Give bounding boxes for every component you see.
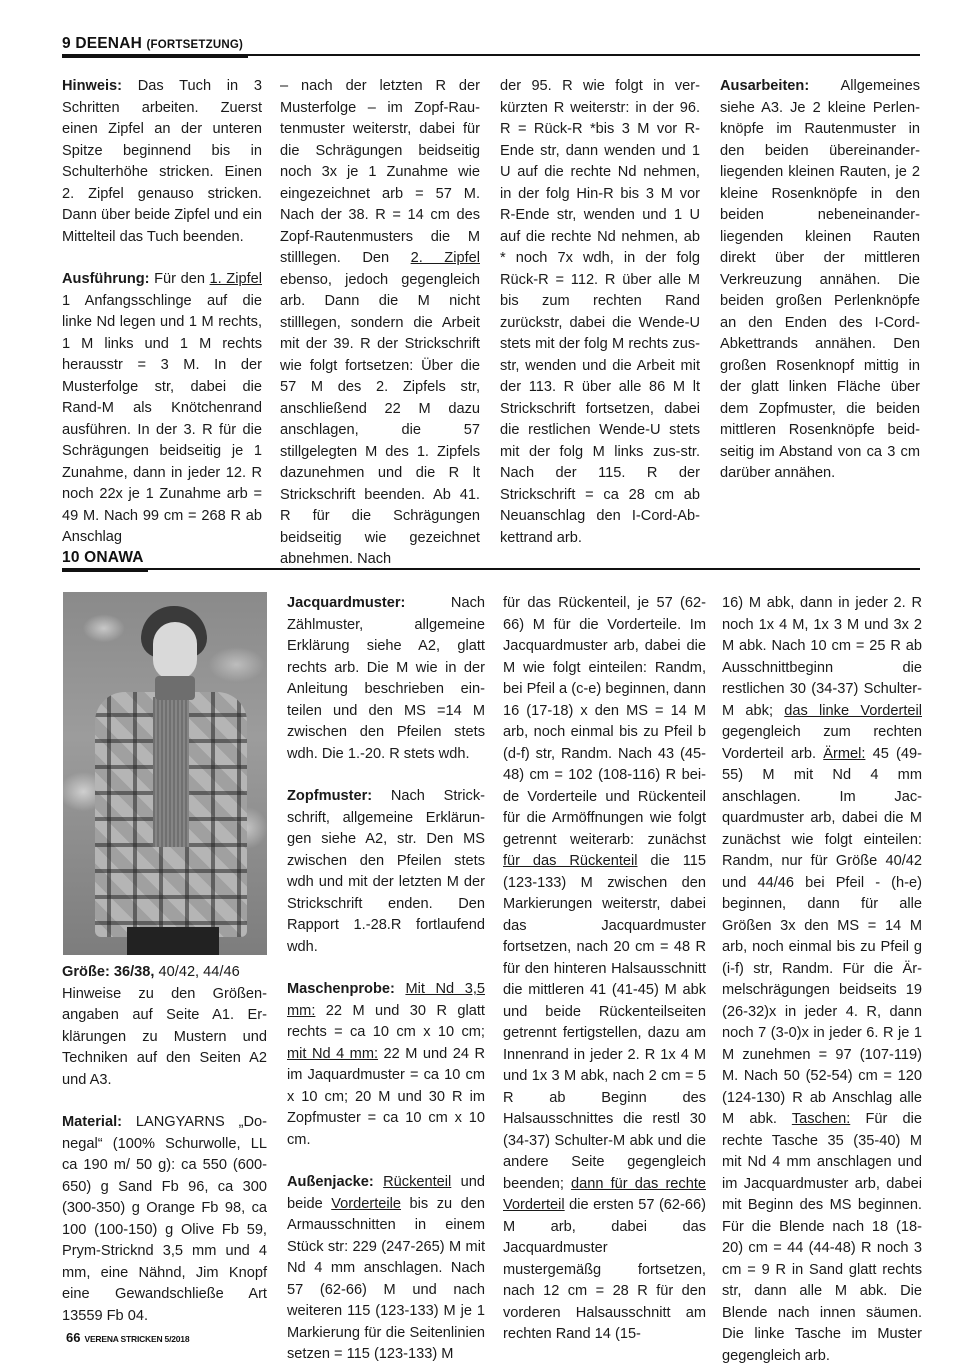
onawa-column-3 — [503, 593, 706, 1346]
jacquardmuster-text: Nach Zählmuster, allgemeine Erklärung siehe A2, glatt rechts arb. Die M wie in der Anleitung beschrieben einteilen und den MS =14 M zwischen den Pfeilen stets wdh. Die 1.-20. R stets wdh. — [287, 595, 485, 762]
body-underlined: 2. Zipfel — [410, 250, 480, 266]
section-header-deenah — [62, 32, 920, 56]
ausarbeiten-text: Allgemeines siehe A3. Je 2 kleine Perlenknöpfe im Rautenmuster in den beiden übereinanderliegenden kleinen Rauten, je 2 kleine Rosenknöpfe in den beiden nebeneinanderliegenden kleinen Rauten direkt über der mittleren Verkreuzung annähen. Die beiden großen Perlenknöpfe an den Enden des I-Cord-Abkettrands annähen. Den großen Rosenknopf mittig in der glatt linken Fläche über dem Zopfmuster, die beiden mittleren Rosenknöpfe beidseitig im Abstand von ca 3 cm darüber annähen. — [720, 78, 920, 481]
deenah-column-2 — [280, 76, 480, 571]
section-subtitle: (FORTSETZUNG) — [146, 39, 244, 51]
maschenprobe-paragraph — [287, 979, 485, 1151]
ausarbeiten-label: Ausarbeiten: — [720, 78, 810, 94]
body-text: – nach der letzten R der Musterfolge – im Zopf-Rautenmuster weiterstr, dabei für die Schrägungen beidseitig noch 3x je 1 Zunahme wie eingezeichnet arb = 57 M. Nach der 38. R = 14 cm des Zopf-Rautenmusters die M stilllegen. Den — [280, 78, 480, 266]
ausfuehrung-label: Ausführung: — [62, 271, 150, 287]
face-shape — [153, 622, 197, 680]
section-title-text: 9 DEENAH — [62, 35, 142, 52]
section-title — [62, 35, 243, 53]
collar-shape — [155, 676, 195, 700]
groesse-first-size: 36/38, — [109, 964, 155, 980]
body-text-cont: ebenso, jedoch gegengleich arb. Dann die M nicht stilllegen, sondern die Arbeit mit der 39. R der Strickschrift wie folgt fortsetzen: Über die 57 M des 2. Zipfels str, anschließend 22 M dazu anschlagen, die 57 stillgelegten M des 1. Zipfels dazunehmen und die R lt Strickschrift beenden. Ab 41. R für die Schrägungen beidseitig wie gezeichnet abnehmen. Nach — [280, 271, 480, 567]
onawa-column-4 — [722, 593, 922, 1367]
model-photo — [63, 592, 267, 955]
deenah-column-4 — [720, 76, 920, 485]
ausarbeiten-paragraph — [720, 76, 920, 485]
turtleneck-shape — [153, 697, 189, 847]
groesse-note: Hinweise zu den Größenangaben auf Seite A1. Erklärungen zu Mustern und Techniken auf den Seiten A2 und A3. — [62, 985, 267, 1088]
maschenprobe-text: 22 M und 30 R glatt rechts = ca 10 cm x 10 cm; — [287, 1002, 485, 1040]
linkes-vorderteil-heading: das linke Vorderteil — [784, 702, 922, 719]
deenah-column-1 — [62, 76, 262, 549]
ausfuehrung-underlined: 1. Zipfel — [209, 271, 262, 287]
deenah-column-3 — [500, 76, 700, 549]
taschen-text: Für die rechte Tasche 35 (35-40) M mit Nd 4 mm anschlagen und im Jacquardmuster arb, dabei mit Beginn des MS beginnen. Für die Blende nach 18 (18-20) cm = 44 (44-48) R noch 3 cm = 9 R in Sand glatt rechts str, dann alle M abk. Die Blende nach innen säumen. Die linke Tasche im Muster gegengleich arb. — [722, 1111, 922, 1364]
hinweis-paragraph — [62, 76, 262, 248]
aermel-text: 45 (49-55) M mit Nd 4 mm anschlagen. Im Jacquardmuster arb, dabei die M zunächst wie folgt einteilen: Randm, nur für Größe 40/42 und 44/46 bei Pfeil - (h-e) beginnen, dann für alle Größen 3x den MS = 14 M arb, noch einmal bis zu Pfeil g (i-f) str, Randm. Für die Ärmelschrägungen beidseits 19 (26-32)x in jeder 4. R, dann noch 7 (3-0)x in jeder 6. R je 1 M zunehmen = 97 (107-119) M. Nach 50 (52-54) cm = 120 (124-130) R ab Anschlag alle M abk. — [722, 745, 922, 1127]
title-underline — [62, 570, 148, 572]
magazine-issue: VERENA STRICKEN 5/2018 — [84, 1334, 190, 1344]
ausfuehrung-text: Für den — [149, 271, 210, 287]
maschenprobe-text-cont: 22 M und 24 R im Jaquardmuster = ca 10 cm x 10 cm; 20 M und 30 R im Zopfmuster = ca 10 cm x 10 cm. — [287, 1045, 485, 1148]
aussenjacke-rueckenteil: Rückenteil — [383, 1174, 452, 1190]
page-footer — [66, 1330, 189, 1345]
zopfmuster-paragraph — [287, 786, 485, 958]
body-text-end: die ersten 57 (62-66) M arb, dabei das Jacquardmuster mustergemäßg fortsetzen, nach 12 cm = 28 R für den vorderen Halsausschnitt am rechten Rand 14 (15- — [503, 1197, 706, 1342]
rueckenteil-heading: für das Rückenteil — [503, 853, 638, 869]
spacer-text — [374, 1174, 383, 1190]
section-header-onawa — [62, 546, 920, 570]
zopfmuster-label: Zopfmuster: — [287, 788, 373, 804]
taschen-heading: Taschen: — [791, 1111, 851, 1127]
groesse-label: Größe: — [62, 964, 110, 980]
onawa-column-2 — [287, 593, 485, 1366]
groesse-other-sizes: 40/42, 44/46 — [154, 964, 240, 980]
continuation-paragraph — [280, 76, 480, 571]
maschenprobe-needle-4: mit Nd 4 mm: — [287, 1045, 379, 1062]
section-title: 10 ONAWA — [62, 549, 144, 566]
hinweis-label: Hinweis: — [62, 78, 123, 94]
jacquardmuster-paragraph — [287, 593, 485, 765]
maschenprobe-label: Maschenprobe: — [287, 981, 395, 997]
material-paragraph — [62, 1112, 267, 1327]
zopfmuster-text: Nach Strickschrift, allgemeine Erklärungen siehe A2, str. Den MS zwischen den Pfeilen stets wdh und mit der letzten M der Strickschrift enden. Den Rapport 1.-28.R fortlaufend wdh. — [287, 788, 485, 955]
body-text: 16) M abk, dann in jeder 2. R noch 1x 4 M, 1x 3 M und 3x 2 M abk. Nach 10 cm = 25 R ab Ausschnittbeginn die restlichen 30 (34-37) Schulter-M abk; — [722, 595, 922, 719]
title-underline — [62, 56, 248, 58]
ausfuehrung-text-cont: 1 Anfangsschlinge auf die linke Nd legen und 1 M rechts, 1 M links und 1 M rechts herausstr = 3 M. In der Musterfolge str, dabei die Rand-M als Knötchenrand ausführen. In der 3. R für die Schrägungen beidseitig je 1 Zunahme, dann in jeder 12. R noch 22x je 1 Zunahme arb = 49 M. Nach 99 cm = 268 R ab Anschlag — [62, 292, 262, 545]
aussenjacke-label: Außenjacke: — [287, 1174, 374, 1190]
aussenjacke-vorderteile: Vorderteile — [331, 1195, 402, 1212]
aermel-heading: Ärmel: — [823, 745, 866, 762]
jacquardmuster-label: Jacquardmuster: — [287, 595, 406, 611]
aussenjacke-text: und beide — [287, 1174, 485, 1212]
hinweis-text: Das Tuch in 3 Schritten arbeiten. Zuerst einen Zipfel an der unteren Spitze beginnend bis in Schulterhöhe stricken. Einen 2. Zipfel genauso stricken. Dann über beide Zipfel und ein Mittelteil das Tuch beenden. — [62, 78, 262, 245]
continuation-paragraph: der 95. R wie folgt in verkürzten R weiterstr: in der 96. R = Rück-R *bis 3 M vor R-Ende str, dann wenden und 1 U auf die rechte Nd nehmen, in der folg Hin-R bis 3 M vor R-Ende str, wenden und 1 U auf die rechte Nd nehmen, ab * noch 7x wdh, in der folg Rück-R = 112. R über alle M bis zum rechten Rand zurückstr, dabei die Wende-U stets mit der folg M rechts zus-str, wenden und die Arbeit mit der 113. R über alle 86 M lt Strickschrift fortsetzen, dabei die restlichen Wende-U stets mit der folg M links zus-str. Nach der 115. R der Strickschrift = ca 28 cm ab Neuanschlag den I-Cord-Abkettrand arb. — [500, 78, 700, 546]
rechtes-vorderteil-heading: dann für das rechte Vorderteil — [503, 1175, 706, 1213]
aussenjacke-paragraph — [287, 1172, 485, 1366]
onawa-column-1 — [62, 962, 267, 1327]
legs-shape — [127, 927, 219, 955]
material-label: Material: — [62, 1114, 123, 1130]
groesse-paragraph — [62, 962, 267, 984]
ausfuehrung-paragraph — [62, 269, 262, 549]
body-text-cont: gegengleich zum rechten Vorderteil arb. — [722, 724, 922, 762]
maschenprobe-needle-35: Mit Nd 3,5 mm: — [287, 981, 485, 1019]
material-text: LANGYARNS „Donegal“ (100% Schurwolle, LL ca 190 m/ 50 g): ca 550 (600-650) g Sand Fb 96, ca 300 (300-350) g Orange Fb 98, ca 100 (100-150) g Olive Fb 59, Prym-Stricknd 3,5 mm und 4 mm, eine Nähnd, Jim Knopf eine Gewandschließe Art 13559 Fb 04. — [62, 1114, 267, 1324]
aussenjacke-text-cont: bis zu den Armausschnitten in einem Stück str: 229 (247-265) M mit Nd 4 mm anschlagen. Nach 57 (62-66) M und nach weiteren 115 (123-133) M je 1 Markierung für die Seitenlinien setzen = 115 (123-133) M — [287, 1195, 485, 1362]
continuation-paragraph — [722, 593, 922, 1367]
continuation-paragraph — [503, 593, 706, 1346]
body-text-cont: die 115 (123-133) M zwischen den Markierungen weiterstr, dabei das Jacquardmuster fortsetzen, nach 20 cm = 48 R für den hinteren Halsausschnitt die mittleren 41 (41-45) M abk und beide Rückenteilseiten getrennt fertigstellen, dazu am Innenrand in jeder 2. R 1x 4 M und 1x 3 M abk, nach 2 cm = 5 R ab Beginn des Halsausschnittes die restl 30 (34-37) Schulter-M abk und die andere Seite gegengleich beenden; — [503, 853, 706, 1192]
body-text: für das Rückenteil, je 57 (62-66) M für die Vorderteile. Im Jacquardmuster arb, dabei die M wie folgt einteilen: Randm, bei Pfeil a (c-e) beginnen, dann 16 (17-18) x den MS = 14 M arb, noch einmal bis zu Pfeil b (d-f) str, Randm. Nach 43 (45-48) cm = 102 (108-116) R beide Vorderteile und Rückenteil für die Armöffnungen wie folgt getrennt weiterarb: zunächst — [503, 595, 706, 848]
page-number: 66 — [66, 1330, 81, 1345]
